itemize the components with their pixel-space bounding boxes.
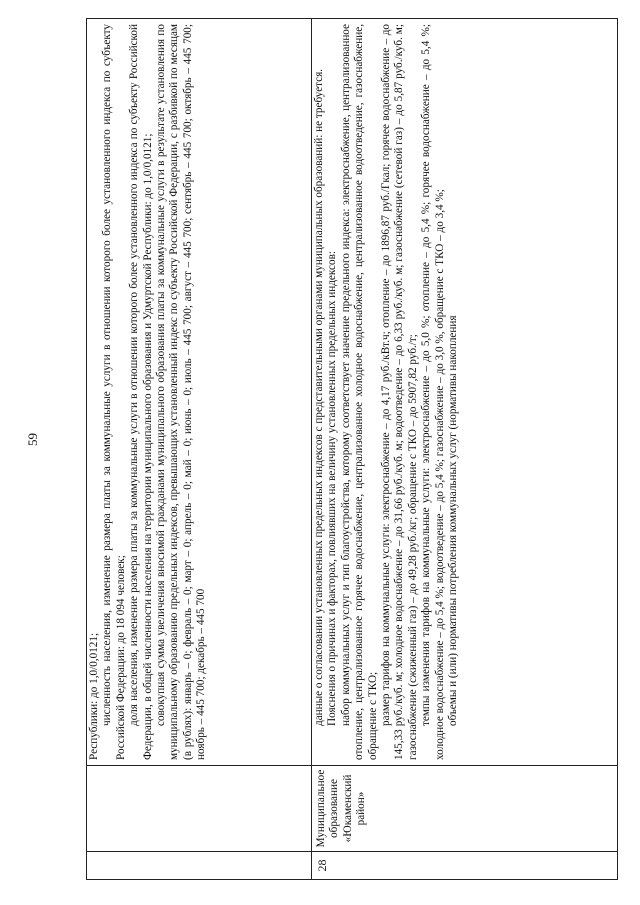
indicator-paragraph: Пояснения о причинах и факторах, повлиявших на величину установленных предельных индексов: [326, 251, 339, 726]
indicator-paragraph: доля населения, изменение размера платы за коммунальные услуги в отношении которого более установленного индекса по субъекту Российской Федерации, в общей численности населения на территории муниципального образования и Удмуртской Республики: до 1,0/0,0121; [128, 24, 154, 760]
page-number: 59 [25, 433, 40, 446]
indicator-paragraph: набор коммунальных услуг и тип благоустройства, которому соответствует значение предельного индекса: электроснабжение, централизованное отопление, централизованное горячее водоснабжение, централизованное холодное водоснабжение, централизованное водоотведение, газоснабжение, обращение с ТКО; [339, 24, 379, 760]
indicator-paragraph: темпы изменения тарифов на коммунальные услуги: электроснабжение – до 5,0 %; отопление – до 5,4 %; горячее водоснабжение – до 5,4 %; холодное водоснабжение – до 5,4 %; водоотведение – до 5,4 %; газоснабжение – до 3,0 %, обращение с ТКО – до 3,4 %; [420, 24, 446, 760]
indices-table-rotated [86, 18, 618, 880]
row-number-cell [87, 852, 312, 880]
table-row [312, 19, 618, 880]
indicators-cell [312, 19, 618, 766]
indicator-paragraph: Республики: до 1,0/0,0121; [88, 632, 100, 760]
indicators-cell [87, 19, 312, 766]
table-row [87, 19, 312, 880]
indicator-paragraph: объемы и (или) нормативы потребления коммунальных услуг (нормативы накопления [447, 315, 460, 726]
indices-table [86, 18, 618, 880]
municipality-name-cell: Муниципальное образование «Юкаменский район» [312, 766, 618, 852]
indicator-paragraph: размер тарифов на коммунальные услуги: электроснабжение – до 4,17 руб./кВт.ч; отопление – до 1896,87 руб./Гкал; горячее водоснабжение – до 145,33 руб./куб. м; холодное водоснабжение – до 31,66 руб./куб. м; водоотведение – до 6,33 руб./куб. м; газоснабжение (сетевой газ) – до 5,87 руб./куб. м; газоснабжение (сжиженный газ) – до 49,28 руб./кг; обращение с ТКО – до 5907,82 руб./т; [380, 24, 419, 760]
table-body [87, 19, 618, 880]
indicator-paragraph: данные о согласовании установленных предельных индексов с представительными органами муниципальных образований: не требуется. [313, 68, 325, 726]
municipality-name-cell [87, 766, 312, 852]
indicator-paragraph: численность населения, изменение размера платы за коммунальные услуги в отношении которого более установленного индекса по субъекту Российской Федерации: до 18 094 человек; [101, 24, 127, 760]
row-number-cell: 28 [312, 852, 618, 880]
indicator-paragraph: совокупная сумма увеличения вносимой гражданами муниципального образования платы за коммунальные услуги в результате установления по муниципальному образованию предельных индексов, превышающих установленный индекс по субъекту Российской Федерации, с разбивкой по месяцам (в рублях): январь – 0; февраль – 0; март – 0; апрель – 0; май – 0; июнь – 0; июль – 445 700; август – 445 700; сентябрь – 445 700; октябрь – 445 700; ноябрь – 445 700; декабрь – 445 700 [155, 24, 208, 760]
